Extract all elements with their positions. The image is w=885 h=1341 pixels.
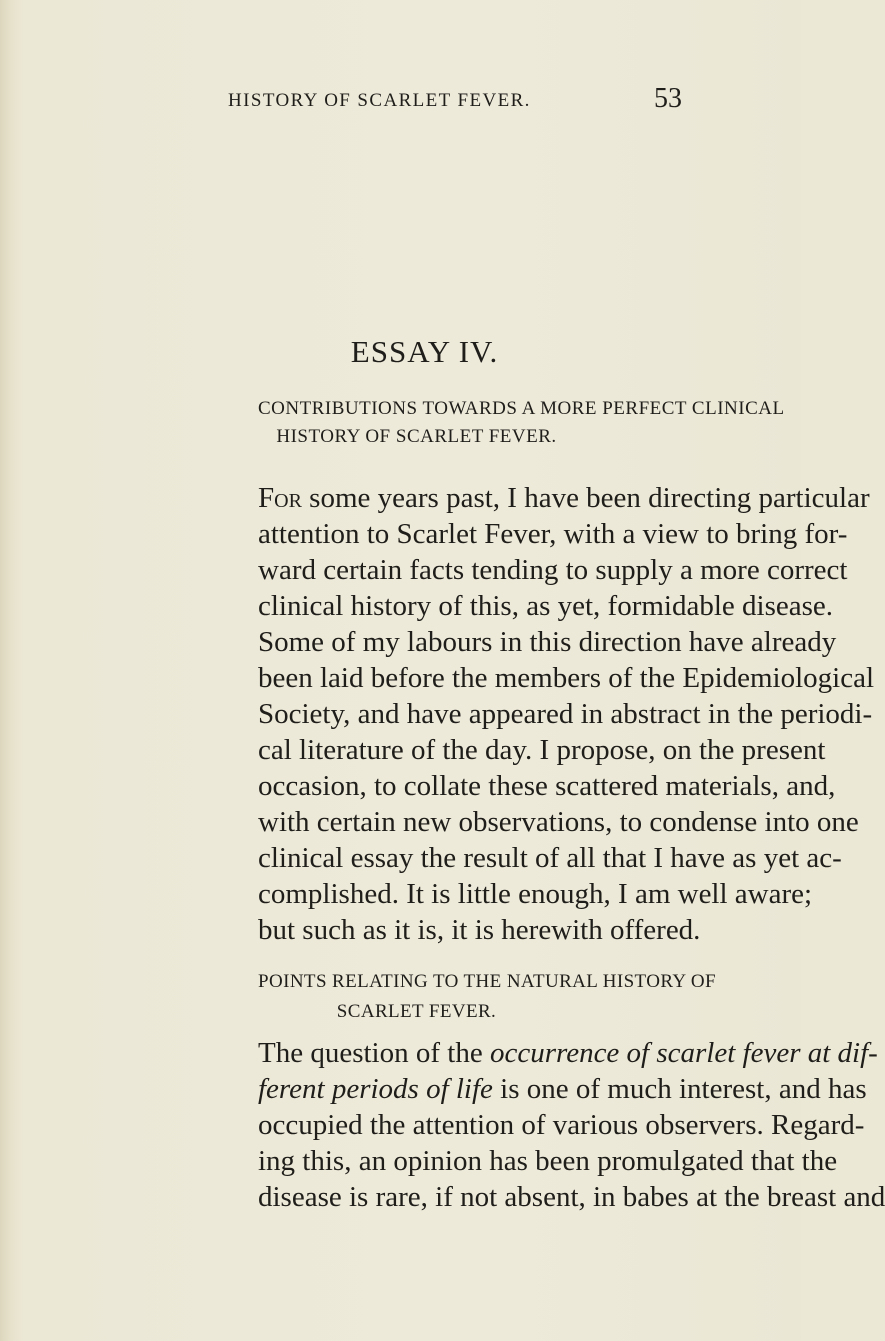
paragraph-1-last-line: but such as it is, it is herewith offered. <box>258 914 701 946</box>
paragraph-2-line-1-italic: occurrence of scarlet fever at dif- <box>489 1037 878 1069</box>
paragraph-1-line-3: ward certain facts tending to supply a more correct <box>258 554 848 586</box>
paragraph-2-line-2-text: is one of much interest, and has <box>492 1073 867 1105</box>
paragraph-2-line-3: occupied the attention of various observers. Regard- <box>258 1109 865 1141</box>
paragraph-1-line-8: cal literature of the day. I propose, on the present <box>258 734 826 766</box>
paragraph-1-line-1 <box>258 482 870 514</box>
paragraph-2-line-5: disease is rare, if not absent, in babes at the breast and <box>258 1181 885 1213</box>
essay-subtitle-line-1: CONTRIBUTIONS TOWARDS A MORE PERFECT CLINICAL <box>258 398 785 419</box>
paragraph-1-line-6: been laid before the members of the Epidemiological <box>258 662 875 694</box>
paragraph-2-line-1 <box>258 1037 878 1069</box>
paragraph-2-line-1-text: The question of the <box>258 1037 490 1069</box>
paragraph-1-line-10: with certain new observations, to condense into one <box>258 806 859 838</box>
paragraph-1-line-9: occasion, to collate these scattered materials, and, <box>258 770 836 802</box>
essay-title: ESSAY IV. <box>350 334 499 369</box>
section-heading-line-2: SCARLET FEVER. <box>336 1001 497 1022</box>
running-header: HISTORY OF SCARLET FEVER. <box>228 90 531 111</box>
essay-subtitle-line-2: HISTORY OF SCARLET FEVER. <box>276 426 557 447</box>
paragraph-1-line-2: attention to Scarlet Fever, with a view to bring for- <box>258 518 848 550</box>
paragraph-1-line-12: complished. It is little enough, I am well aware; <box>258 878 813 910</box>
paragraph-1-line-1-text: some years past, I have been directing particular <box>301 482 870 514</box>
section-heading-line-1: POINTS RELATING TO THE NATURAL HISTORY OF <box>258 971 717 992</box>
paragraph-1-line-5: Some of my labours in this direction have already <box>258 626 837 658</box>
paragraph-1-line-7: Society, and have appeared in abstract in the periodi- <box>258 698 873 730</box>
paragraph-1-line-11: clinical essay the result of all that I have as yet ac- <box>258 842 842 874</box>
page-number: 53 <box>654 83 682 114</box>
paragraph-1-line-4: clinical history of this, as yet, formidable disease. <box>258 590 834 622</box>
drop-word: For <box>258 482 302 514</box>
paragraph-2-line-2-italic: ferent periods of life <box>258 1073 493 1105</box>
paragraph-2-line-4: ing this, an opinion has been promulgated that the <box>258 1145 838 1177</box>
paragraph-2-line-2 <box>258 1073 867 1105</box>
